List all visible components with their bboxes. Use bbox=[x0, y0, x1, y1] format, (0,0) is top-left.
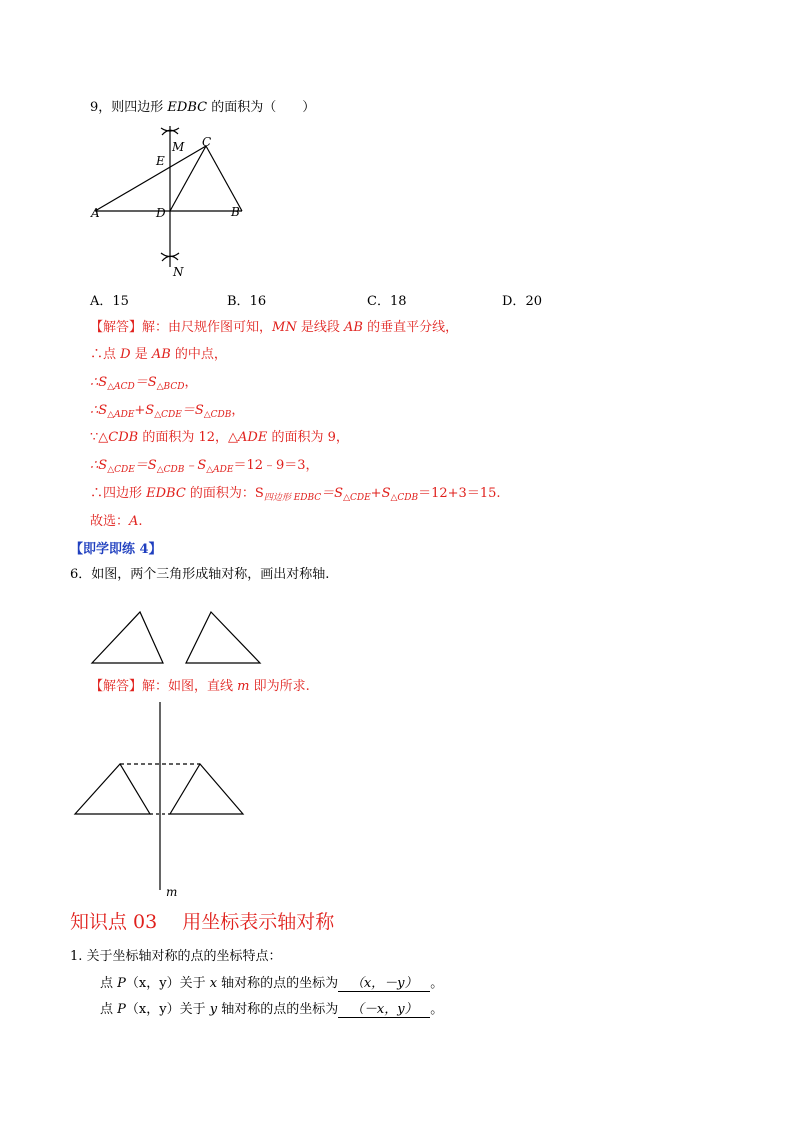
q6-solution: 【解答】解：如图，直线 m 即为所求. bbox=[90, 679, 310, 694]
x-axis-rule: 点 P（x，y）关于 x 轴对称的点的坐标为 （x，－y） 。 bbox=[100, 972, 443, 992]
label-e: E bbox=[156, 154, 165, 168]
x-answer-blank: （x，－y） bbox=[338, 972, 430, 992]
solution-line-8: 故选：A. bbox=[90, 514, 143, 529]
section-title: 知识点 03 用坐标表示轴对称 bbox=[70, 911, 335, 933]
triangle-right bbox=[186, 612, 260, 663]
solution-line-7: ∴四边形 EDBC 的面积为：$S_{四边形 EDBC}=S_{\triangle CDE}+S_{\triangle CDB}=12+3=15$. bbox=[90, 486, 501, 503]
label-c: C bbox=[202, 135, 212, 149]
q6-triangles bbox=[88, 608, 268, 668]
solution-line-5: ∵△CDB 的面积为 12，△ADE 的面积为 9， bbox=[90, 430, 349, 445]
q6-answer-figure bbox=[70, 700, 255, 900]
triangle-left bbox=[92, 612, 163, 663]
answer-triangle-left bbox=[75, 764, 150, 814]
y-axis-rule: 点 P（x，y）关于 y 轴对称的点的坐标为 （－x，y） 。 bbox=[100, 998, 443, 1018]
solution-line-2: ∴点 D 是 AB 的中点， bbox=[90, 347, 227, 362]
solution-line-6: $\therefore S_{\triangle CDE}=S_{\triangle CDB}﹣S_{\triangle ADE}=12﹣9=3$， bbox=[90, 458, 319, 475]
option-c: C．18 bbox=[367, 294, 407, 309]
label-a: A bbox=[91, 206, 100, 220]
practice-header: 【即学即练 4】 bbox=[70, 542, 162, 557]
option-d: D．20 bbox=[502, 294, 542, 309]
solution-line-3: $\therefore S_{\triangle ACD}=S_{\triangle BCD}$， bbox=[90, 375, 198, 392]
label-b: B bbox=[231, 205, 240, 219]
solution-line-1: 【解答】解：由尺规作图可知，MN 是线段 AB 的垂直平分线， bbox=[90, 320, 459, 335]
segment-ac bbox=[95, 146, 206, 211]
label-n: N bbox=[173, 265, 184, 279]
section-item-1: 1. 关于坐标轴对称的点的坐标特点： bbox=[70, 949, 282, 964]
label-m: M bbox=[172, 140, 185, 154]
segment-dc bbox=[170, 146, 206, 211]
option-b: B．16 bbox=[227, 294, 267, 309]
q9-figure bbox=[85, 120, 265, 285]
answer-triangle-right bbox=[170, 764, 243, 814]
y-answer-blank: （－x，y） bbox=[338, 998, 430, 1018]
label-d: D bbox=[156, 206, 166, 220]
q6-prompt: 6．如图，两个三角形成轴对称，画出对称轴. bbox=[70, 567, 330, 582]
axis-label-m: m bbox=[166, 885, 178, 899]
solution-line-4: $\therefore S_{\triangle ADE}+S_{\triangle CDE}=S_{\triangle CDB}$， bbox=[90, 403, 245, 420]
option-a: A．15 bbox=[90, 294, 129, 309]
q9-prompt: 9，则四边形 EDBC 的面积为（ ） bbox=[90, 100, 316, 115]
segment-cb bbox=[206, 146, 242, 211]
